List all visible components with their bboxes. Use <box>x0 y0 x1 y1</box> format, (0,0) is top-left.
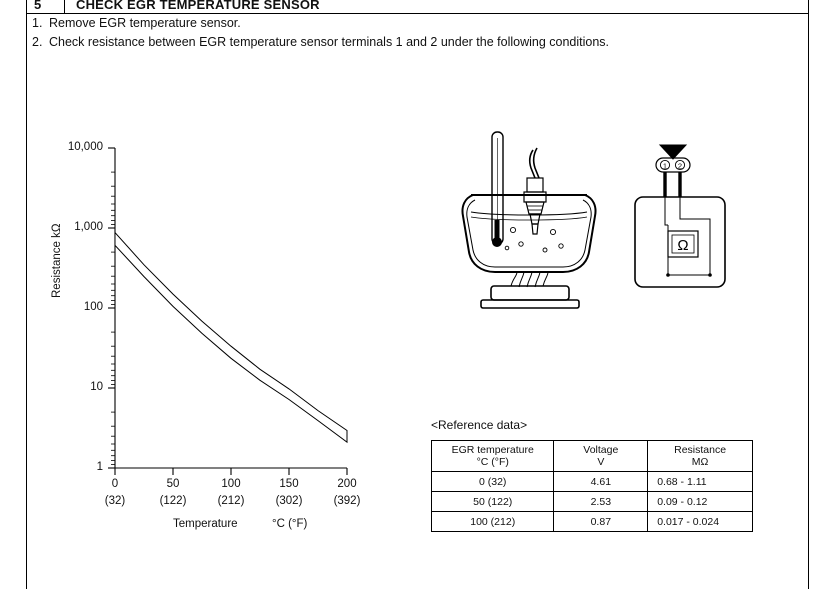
table-row <box>432 492 753 512</box>
cell-temperature: 0 (32) <box>432 472 554 492</box>
y-tick-label: 10,000 <box>67 141 103 153</box>
cell-voltage: 2.53 <box>554 492 648 512</box>
y-axis-label: Resistance kΩ <box>51 223 63 298</box>
x-tick-label-fahrenheit: (122) <box>159 495 187 507</box>
column-header-line2: MΩ <box>691 456 709 468</box>
x-tick-label: 100 <box>221 478 241 490</box>
page-border-left <box>26 0 27 589</box>
y-tick-label: 100 <box>83 301 103 313</box>
list-item-text: Check resistance between EGR temperature sensor terminals 1 and 2 under the following conditions. <box>49 35 610 49</box>
y-tick-label: 10 <box>90 381 103 393</box>
cell-resistance: 0.017 - 0.024 <box>648 512 753 532</box>
table-header-row <box>432 441 753 472</box>
cell-temperature: 100 (212) <box>432 512 554 532</box>
column-header-line1: EGR temperature <box>451 444 534 456</box>
cell-temperature: 50 (122) <box>432 492 554 512</box>
terminal-2-label: 2 <box>677 161 683 171</box>
x-tick-label-fahrenheit: (212) <box>217 495 245 507</box>
y-tick-label: 1,000 <box>74 221 103 233</box>
cell-voltage: 0.87 <box>554 512 648 532</box>
list-item-text: Remove EGR temperature sensor. <box>49 16 241 30</box>
cell-resistance: 0.09 - 0.12 <box>648 492 753 512</box>
column-header-line2: V <box>597 456 605 468</box>
cell-resistance: 0.68 - 1.11 <box>648 472 753 492</box>
x-tick-label-fahrenheit: (302) <box>275 495 303 507</box>
header-divider <box>64 0 65 14</box>
x-tick-label: 0 <box>111 478 119 490</box>
x-axis-unit: °C (°F) <box>272 518 308 530</box>
y-tick-label: 1 <box>96 461 103 473</box>
x-axis-label: Temperature <box>173 518 238 530</box>
page-title: CHECK EGR TEMPERATURE SENSOR <box>76 0 320 12</box>
x-tick-label: 50 <box>166 478 180 490</box>
cell-voltage: 4.61 <box>554 472 648 492</box>
table-row <box>432 472 753 492</box>
table-row <box>432 512 753 532</box>
reference-data-table <box>431 440 753 532</box>
step-number: 5 <box>34 0 42 12</box>
column-header-voltage <box>554 441 648 472</box>
x-tick-label: 150 <box>279 478 299 490</box>
column-header-line1: Voltage <box>583 444 619 456</box>
x-tick-label-fahrenheit: (32) <box>104 495 126 507</box>
terminal-1-label: 1 <box>662 161 668 171</box>
x-tick-label: 200 <box>337 478 357 490</box>
list-item <box>32 14 732 32</box>
beaker-heating-sensor-illustration <box>455 120 625 315</box>
list-item-number: 1. <box>32 16 43 30</box>
list-item-number: 2. <box>32 35 43 49</box>
x-tick-label-fahrenheit: (392) <box>333 495 361 507</box>
ohm-symbol: Ω <box>677 237 689 254</box>
step-header <box>26 0 808 14</box>
column-header-line1: Resistance <box>674 444 727 456</box>
resistance-temperature-chart <box>51 128 375 538</box>
reference-data-title: <Reference data> <box>431 418 528 432</box>
page-border-right <box>808 0 809 589</box>
column-header-temperature <box>432 441 554 472</box>
column-header-resistance <box>648 441 753 472</box>
column-header-line2: °C (°F) <box>476 456 509 468</box>
instruction-list <box>32 14 732 52</box>
ohmmeter-connection-illustration <box>630 135 740 315</box>
chart-svg <box>55 128 375 528</box>
list-item <box>32 33 732 51</box>
